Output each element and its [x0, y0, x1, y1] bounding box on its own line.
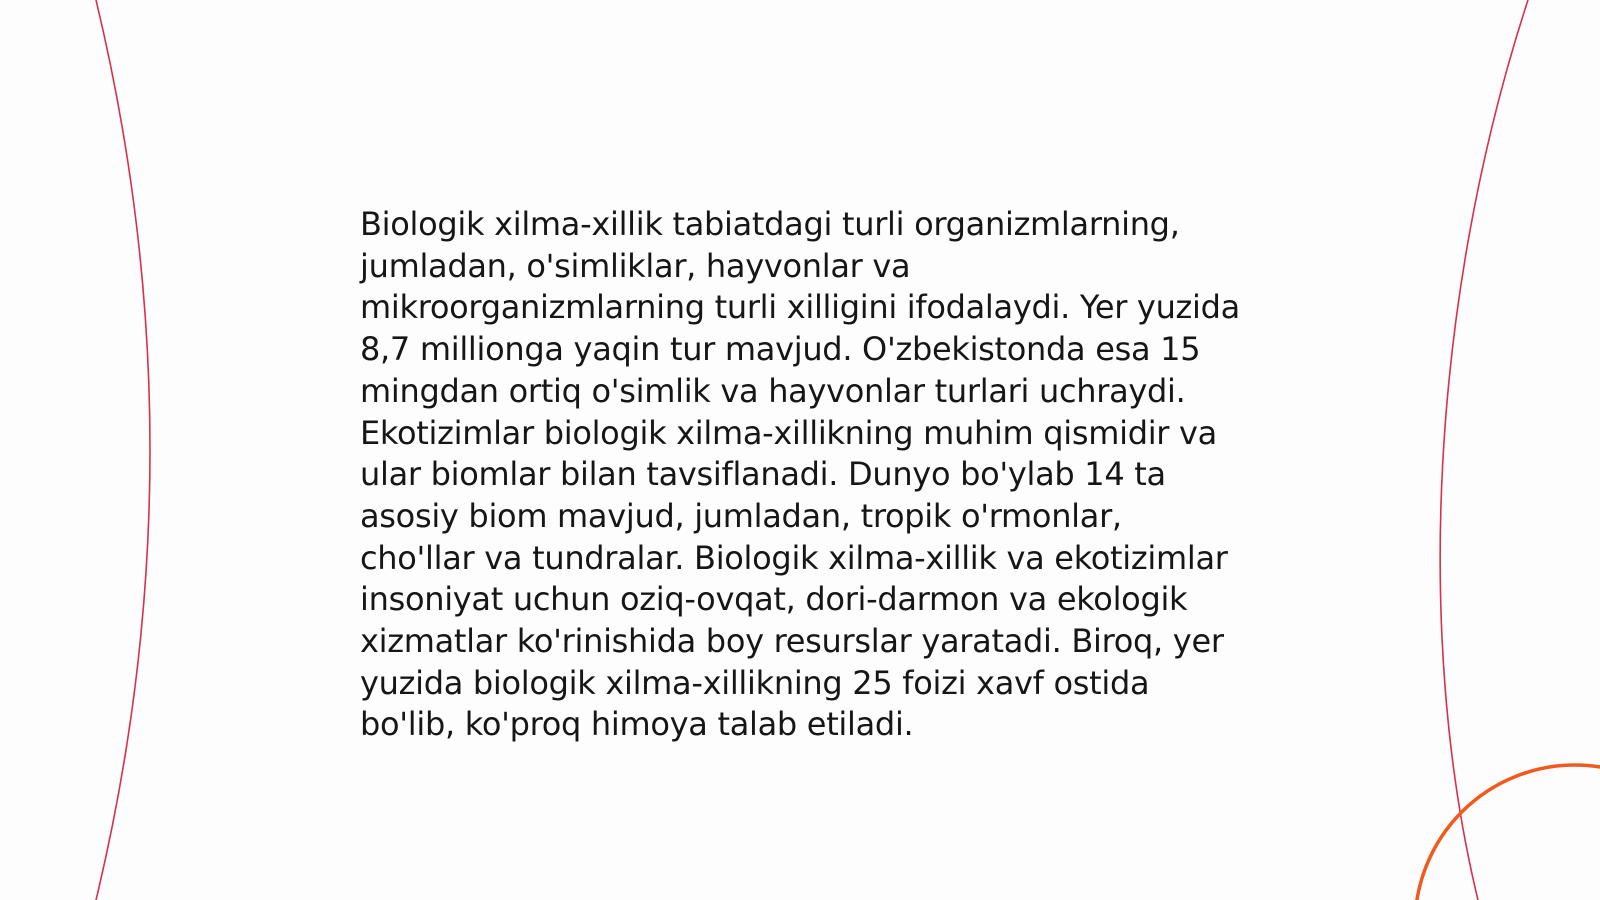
right-curve-line	[1440, 0, 1528, 900]
accent-arc	[1415, 765, 1600, 900]
left-curve-line	[96, 0, 150, 900]
body-paragraph: Biologik xilma-xillik tabiatdagi turli organizmlarning, jumladan, o'simliklar, hayvonlar va mikroorganizmlarning turli xilligini ifodalaydi. Yer yuzida 8,7 millionga yaqin tur mavjud. O'zbekistonda esa 15 mingdan ortiq o'simlik va hayvonlar turlari uchraydi. Ekotizimlar biologik xilma-xillikning muhim qismidir va ular biomlar bilan tavsiflanadi. Dunyo bo'ylab 14 ta asosiy biom mavjud, jumladan, tropik o'rmonlar, cho'llar va tundralar. Biologik xilma-xillik va ekotizimlar insoniyat uchun oziq-ovqat, dori-darmon va ekologik xizmatlar ko'rinishida boy resurslar yaratadi. Biroq, yer yuzida biologik xilma-xillikning 25 foizi xavf ostida bo'lib, ko'proq himoya talab etiladi.	[360, 205, 1240, 744]
